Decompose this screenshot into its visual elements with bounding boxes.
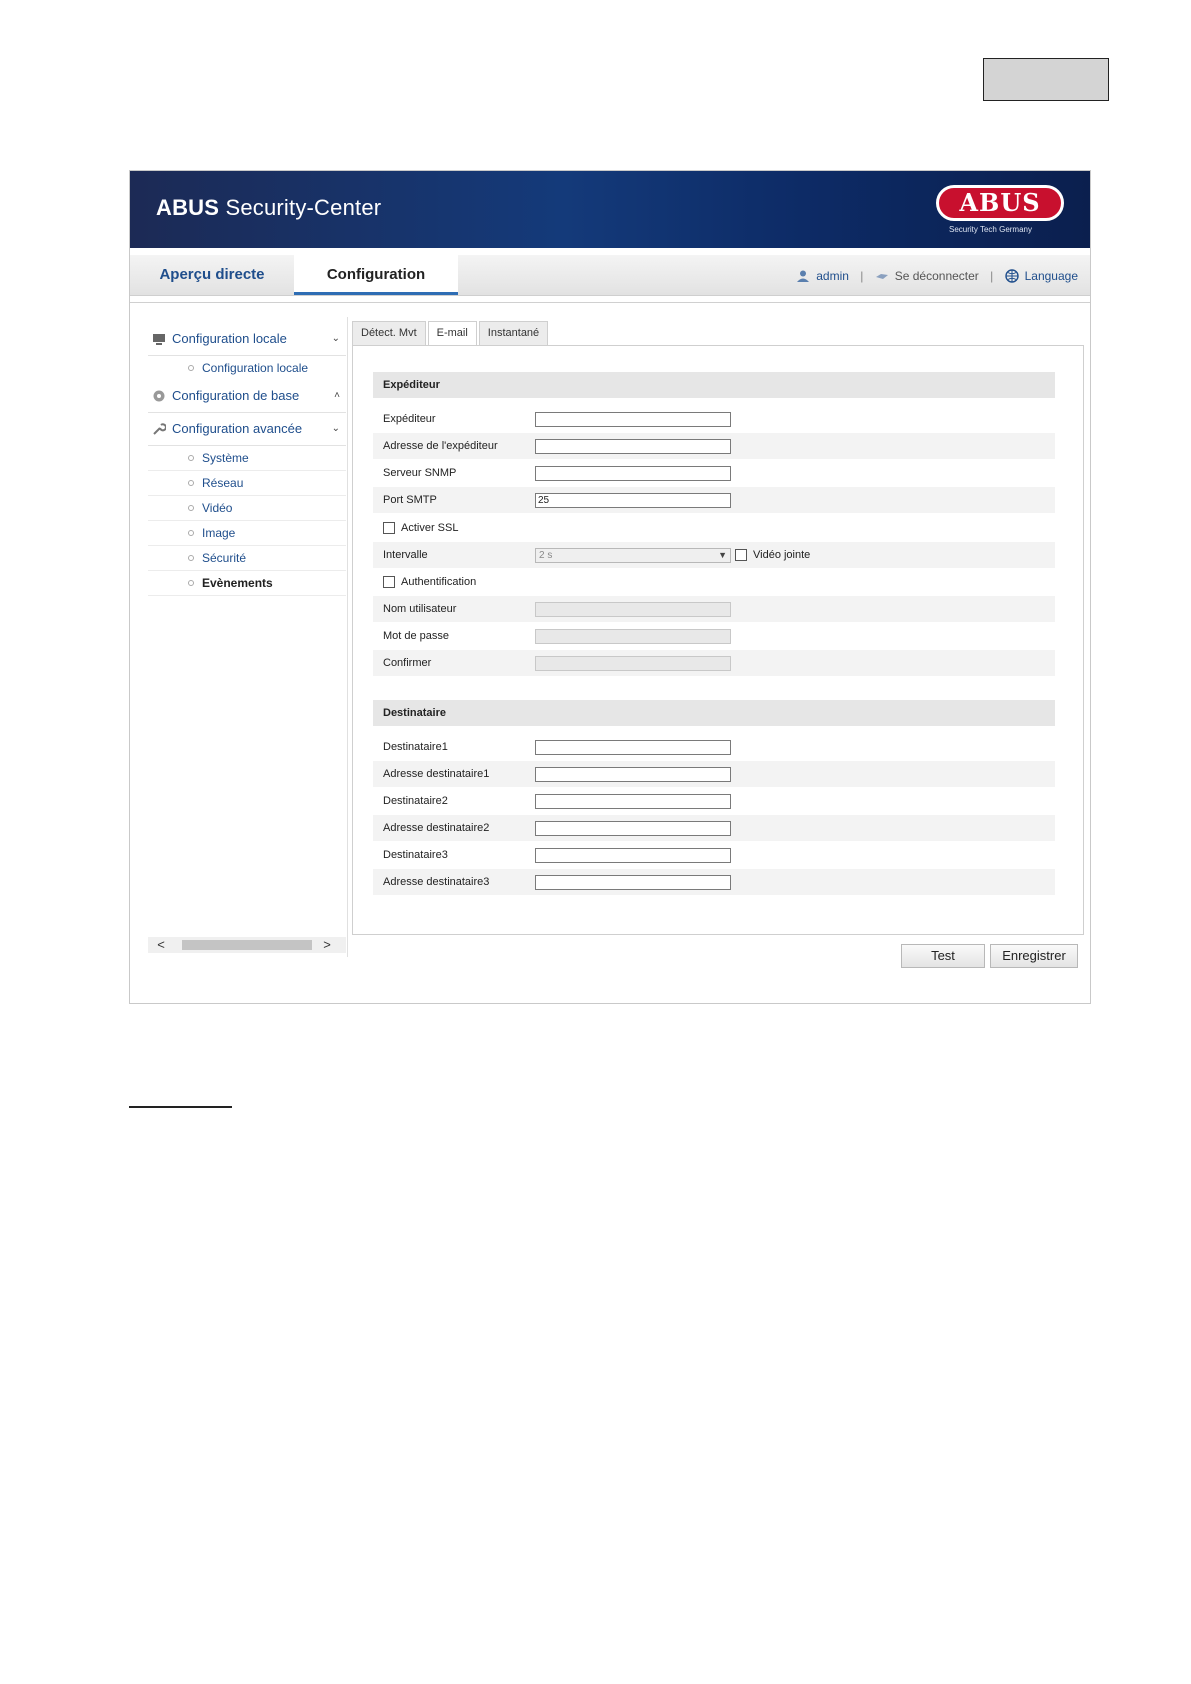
main-nav	[130, 255, 1090, 296]
sidebar-base-config[interactable]: Configuration de base ˄	[148, 380, 346, 413]
save-button[interactable]: Enregistrer	[990, 944, 1078, 968]
tab-email[interactable]: E-mail	[428, 321, 477, 346]
test-button[interactable]: Test	[901, 944, 985, 968]
sidebar-horizontal-scrollbar[interactable]	[148, 937, 346, 953]
computer-icon	[152, 332, 166, 346]
gear-icon	[152, 389, 166, 403]
separator: |	[990, 268, 994, 283]
sidebar	[148, 323, 346, 596]
user-bar	[796, 255, 1078, 295]
sender-name-input[interactable]	[535, 412, 731, 427]
video-attached-checkbox[interactable]	[735, 549, 747, 561]
language-link[interactable]: Language	[1024, 268, 1078, 283]
screenshot-frame	[129, 170, 1091, 1004]
form-row-ssl: Activer SSL	[373, 515, 1055, 541]
form-row-recipient2: Destinataire2	[373, 788, 1055, 814]
user-icon	[796, 269, 810, 283]
form-row-password: Mot de passe	[373, 623, 1055, 649]
app-header	[130, 171, 1090, 248]
abus-logo: ABUS	[936, 185, 1064, 221]
form-row-sender-address: Adresse de l'expéditeur	[373, 433, 1055, 459]
content-area	[130, 302, 1090, 1004]
wrench-icon	[152, 422, 166, 436]
tab-motion-detection[interactable]: Détect. Mvt	[352, 321, 426, 346]
ssl-checkbox[interactable]	[383, 522, 395, 534]
form-row-server: Serveur SNMP	[373, 460, 1055, 486]
event-tabs	[352, 321, 550, 345]
sidebar-item-video[interactable]: Vidéo	[148, 496, 346, 521]
recipient1-input[interactable]	[535, 740, 731, 755]
page-number-box	[983, 58, 1109, 101]
sidebar-item-image[interactable]: Image	[148, 521, 346, 546]
form-row-recipient3-address: Adresse destinataire3	[373, 869, 1055, 895]
logout-link[interactable]: Se déconnecter	[894, 268, 979, 283]
tab-configuration[interactable]: Configuration	[294, 255, 458, 295]
scrollbar-thumb[interactable]	[182, 940, 312, 950]
sidebar-advanced-config[interactable]: Configuration avancée ⌄	[148, 413, 346, 446]
underline-rule	[129, 1106, 232, 1108]
bullet-icon	[188, 455, 194, 461]
separator: |	[860, 268, 864, 283]
confirm-password-input[interactable]	[535, 656, 731, 671]
auth-checkbox[interactable]	[383, 576, 395, 588]
chevron-up-icon: ˄	[334, 390, 340, 401]
form-row-sender: Expéditeur	[373, 406, 1055, 432]
sidebar-item-events[interactable]: Evènements	[148, 571, 346, 596]
form-row-recipient3: Destinataire3	[373, 842, 1055, 868]
bullet-icon	[188, 555, 194, 561]
server-input[interactable]	[535, 466, 731, 481]
recipient2-input[interactable]	[535, 794, 731, 809]
email-settings-panel	[352, 345, 1084, 935]
sidebar-item-security[interactable]: Sécurité	[148, 546, 346, 571]
bullet-icon	[188, 580, 194, 586]
sender-address-input[interactable]	[535, 439, 731, 454]
scroll-right-icon[interactable]: >	[323, 937, 331, 952]
password-input[interactable]	[535, 629, 731, 644]
sidebar-item-system[interactable]: Système	[148, 446, 346, 471]
sidebar-item-local-config[interactable]: Configuration locale	[148, 356, 346, 380]
form-row-confirm: Confirmer	[373, 650, 1055, 676]
form-row-recipient2-address: Adresse destinataire2	[373, 815, 1055, 841]
bullet-icon	[188, 365, 194, 371]
scroll-left-icon[interactable]: <	[157, 937, 165, 952]
username-input[interactable]	[535, 602, 731, 617]
bullet-icon	[188, 480, 194, 486]
recipient3-address-input[interactable]	[535, 875, 731, 890]
interval-select[interactable]: 2 s ▼	[535, 548, 731, 563]
logout-icon	[875, 269, 889, 283]
sidebar-item-network[interactable]: Réseau	[148, 471, 346, 496]
recipient3-input[interactable]	[535, 848, 731, 863]
globe-icon	[1005, 269, 1019, 283]
form-row-interval: Intervalle 2 s ▼ Vidéo jointe	[373, 542, 1055, 568]
recipient2-address-input[interactable]	[535, 821, 731, 836]
tab-live-view[interactable]: Aperçu directe	[159, 266, 265, 283]
recipient1-address-input[interactable]	[535, 767, 731, 782]
form-row-smtp-port: Port SMTP 25	[373, 487, 1055, 513]
form-row-auth: Authentification	[373, 569, 1055, 595]
user-name[interactable]: admin	[816, 268, 849, 283]
form-row-username: Nom utilisateur	[373, 596, 1055, 622]
chevron-down-icon: ▼	[718, 550, 727, 560]
smtp-port-input[interactable]: 25	[535, 493, 731, 508]
sidebar-local-config[interactable]: Configuration locale ⌄	[148, 323, 346, 356]
logo-tagline: Security Tech Germany	[949, 225, 1032, 234]
form-row-recipient1: Destinataire1	[373, 734, 1055, 760]
section-recipient-title: Destinataire	[373, 700, 1055, 726]
bullet-icon	[188, 530, 194, 536]
form-row-recipient1-address: Adresse destinataire1	[373, 761, 1055, 787]
section-sender-title: Expéditeur	[373, 372, 1055, 398]
app-title: ABUS Security-Center	[156, 195, 382, 220]
chevron-down-icon: ⌄	[331, 423, 340, 434]
sidebar-divider	[347, 317, 348, 957]
chevron-down-icon: ⌄	[331, 333, 340, 344]
tab-snapshot[interactable]: Instantané	[479, 321, 548, 346]
bullet-icon	[188, 505, 194, 511]
